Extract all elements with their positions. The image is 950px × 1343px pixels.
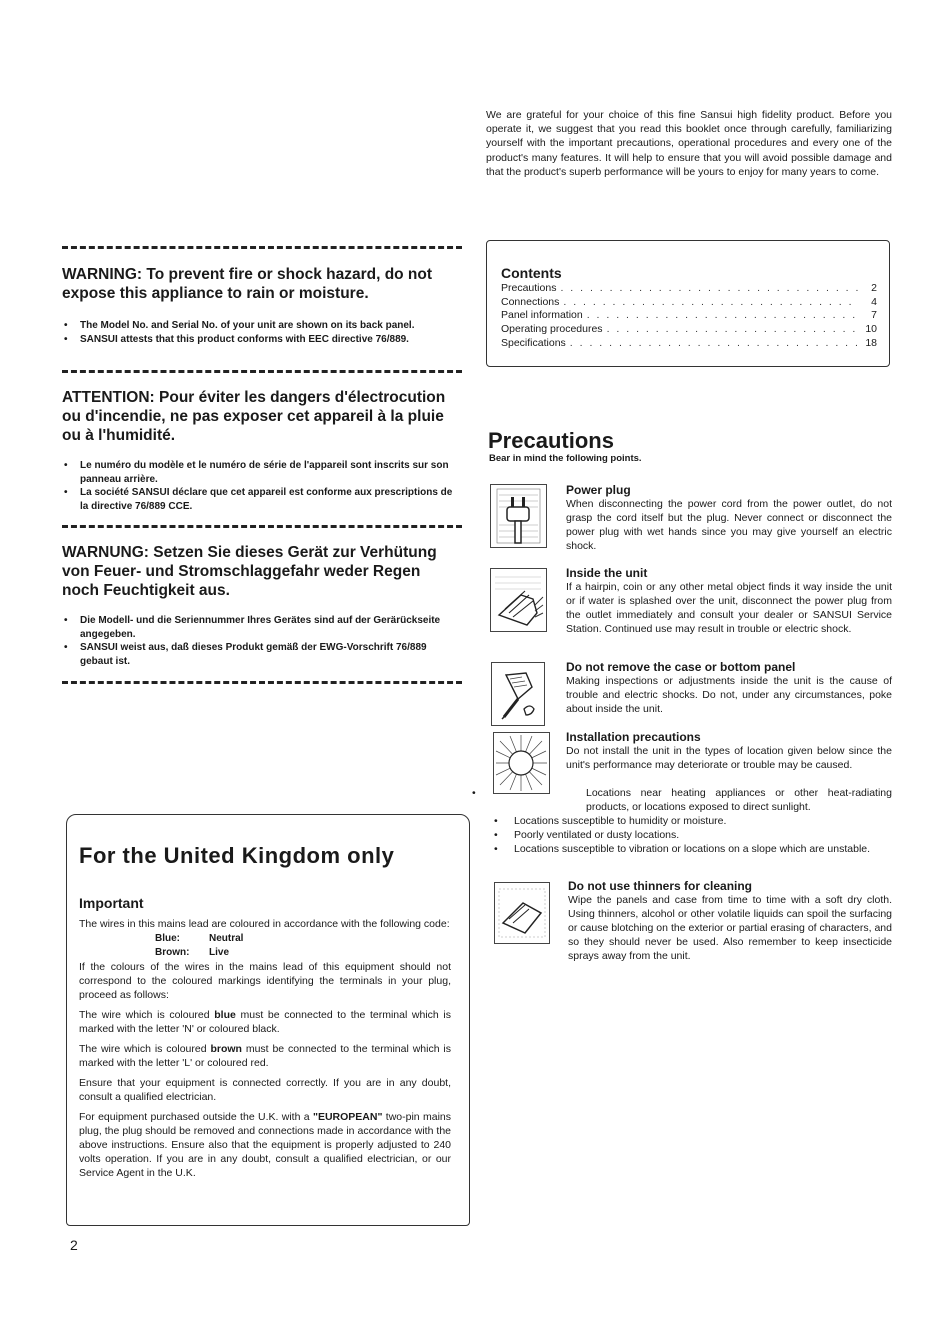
uk-paragraph: If the colours of the wires in the mains lead of this equipment should not correspond to the coloured markings identifying the terminals in your plug, proceed as follows: [79, 961, 451, 1001]
toc-leader [570, 337, 859, 351]
warning-bullets [62, 614, 460, 668]
hand-inside-unit-icon [490, 568, 547, 632]
contents-title: Contents [501, 265, 562, 281]
item-heading: Installation precautions [566, 730, 701, 744]
toc-leader [607, 323, 859, 337]
warning-bullet: • La société SANSUI déclare que cet appareil est conforme aux prescriptions de la directive 76/889 CCE. [62, 486, 460, 513]
warning-text: Pour éviter les dangers d'électrocution ou d'incendie, ne pas exposer cet appareil à la pluie ou à l'humidité. [62, 389, 446, 444]
divider [62, 370, 462, 373]
item-text: Making inspections or adjustments inside the unit is the cause of trouble and electric shocks. Do not, under any circumstances, poke about inside the unit. [566, 675, 892, 715]
warning-text: To prevent fire or shock hazard, do not expose this appliance to rain or moisture. [62, 266, 433, 302]
divider [62, 681, 462, 684]
toc-row[interactable] [501, 296, 877, 310]
item-text [566, 580, 892, 636]
toc-page: 4 [871, 295, 877, 308]
warning-bullet: • Le numéro du modèle et le numéro de série de l'appareil sont inscrits sur son panneau arrière. [62, 459, 460, 486]
item-heading: Inside the unit [566, 566, 648, 580]
contents-list [501, 282, 877, 351]
cleaning-cloth-icon [494, 882, 550, 944]
warning-label: WARNING: [62, 266, 143, 283]
precautions-title: Precautions [488, 428, 614, 453]
warning-bullet: • Die Modell- und die Seriennummer Ihres Gerätes sind auf der Gerärückseite angegeben. [62, 614, 460, 641]
installation-bullets [472, 786, 892, 856]
list-item: • Locations susceptible to humidity or moisture. [494, 815, 727, 827]
uk-paragraph: The wires in this mains lead are coloured in accordance with the following code: [79, 918, 450, 930]
warning-block-en [62, 265, 460, 346]
toc-row[interactable] [501, 309, 877, 323]
toc-row[interactable] [501, 323, 877, 337]
list-item: • Locations susceptible to vibration or locations on a slope which are unstable. [494, 843, 871, 855]
toc-page: 7 [871, 309, 877, 322]
toc-label: Operating procedures [501, 323, 603, 336]
toc-label: Precautions [501, 282, 557, 294]
item-text: Wipe the panels and case from time to time with a soft dry cloth. Using thinners, alcohol or other volatile liquids can spoil the surfacing or cause blotching on the exterior or partial erasing of characters, and so they should never be used. Also remember to keep insecticide sprays away from the unit. [568, 894, 892, 962]
item-heading: Do not use thinners for cleaning [568, 879, 753, 893]
toc-label: Panel information [501, 309, 583, 322]
toc-page: 2 [871, 282, 877, 294]
toc-leader [587, 309, 859, 323]
intro-paragraph: We are grateful for your choice of this fine Sansui high fidelity product. Before you operate it, we suggest that you read this booklet once through carefully, familiarizing yourself with the important precautions, operational procedures and every one of the product's many features. It will help to ensure that you will avoid possible damage and that the product's superb performance will be yours to enjoy for many years to come. [486, 109, 892, 178]
item-text: Do not install the unit in the types of location given below since the unit's performance may deteriorate or trouble may be caused. [566, 745, 892, 771]
divider [62, 246, 462, 249]
precautions-subtitle: Bear in mind the following points. [489, 453, 642, 464]
uk-important-heading: Important [79, 895, 144, 911]
list-item: • Poorly ventilated or dusty locations. [494, 829, 680, 841]
warning-bullets [62, 459, 460, 513]
uk-title: For the United Kingdom only [79, 843, 395, 868]
warning-label: WARNUNG: [62, 544, 149, 561]
toc-leader [563, 296, 859, 310]
wire-code-row: Brown: Live [155, 946, 230, 958]
toc-page: 18 [865, 336, 877, 349]
wire-code-row: Blue: Neutral [155, 933, 244, 944]
list-item: • Locations near heating appliances or other heat-radiating products, or locations exposed to direct sunlight. [472, 787, 892, 813]
uk-paragraph: Ensure that your equipment is connected correctly. If you are in any doubt, consult a qualified electrician. [79, 1077, 451, 1103]
item-text: When disconnecting the power cord from the power outlet, do not grasp the cord itself but the plug. Never connect or disconnect the power plug with wet hands since you may give yourself an electric shock. [566, 498, 892, 552]
contents-box [486, 240, 890, 367]
warning-bullets [62, 319, 460, 346]
toc-page: 10 [865, 323, 877, 336]
warning-block-de [62, 543, 460, 668]
uk-paragraph: The wire which is coloured brown must be connected to the terminal which is marked with the letter 'L' or coloured red. [79, 1043, 451, 1069]
screwdriver-icon [491, 662, 545, 726]
warning-bullet: • SANSUI attests that this product conforms with EEC directive 76/889. [62, 333, 460, 347]
uk-body [79, 917, 451, 1186]
item-heading: Power plug [566, 483, 631, 497]
power-plug-icon [490, 484, 547, 548]
toc-leader [560, 282, 859, 296]
item-text-body: If a hairpin, coin or any other metal object finds it way inside the unit or if water is splashed over the unit, disconnect the power plug from the outlet immediately and consult your dealer or SANSUI Service Station. Continued use may result in trouble or electric shock. [566, 581, 892, 635]
warning-bullet: • The Model No. and Serial No. of your unit are shown on its back panel. [62, 319, 460, 333]
toc-label: Specifications [501, 336, 566, 349]
toc-row[interactable] [501, 337, 877, 351]
warning-block-fr [62, 388, 460, 513]
sun-icon [493, 732, 550, 794]
uk-paragraph: The wire which is coloured blue must be connected to the terminal which is marked with the letter 'N' or coloured black. [79, 1009, 451, 1035]
page-number: 2 [70, 1237, 78, 1253]
item-heading: Do not remove the case or bottom panel [566, 660, 796, 674]
warning-bullet: • SANSUI weist aus, daß dieses Produkt gemäß der EWG-Vorschrift 76/889 gebaut ist. [62, 641, 460, 668]
uk-notice-box [66, 814, 470, 1226]
toc-row[interactable] [501, 282, 877, 296]
toc-label: Connections [501, 295, 560, 308]
divider [62, 525, 462, 528]
warning-label: ATTENTION: [62, 389, 155, 406]
warning-text: Setzen Sie dieses Gerät zur Verhütung von Feuer- und Stromschlaggefahr weder Regen noch Feuchtigkeit aus. [62, 544, 437, 599]
uk-paragraph: For equipment purchased outside the U.K. with a "EUROPEAN" two-pin mains plug, the plug should be removed and connections made in accordance with the above instructions. Ensure also that the equipment is properly adjusted to 240 volts operation. If you are in any doubt, consult a qualified electrician, or our Service Agent in the U.K. [79, 1111, 451, 1179]
